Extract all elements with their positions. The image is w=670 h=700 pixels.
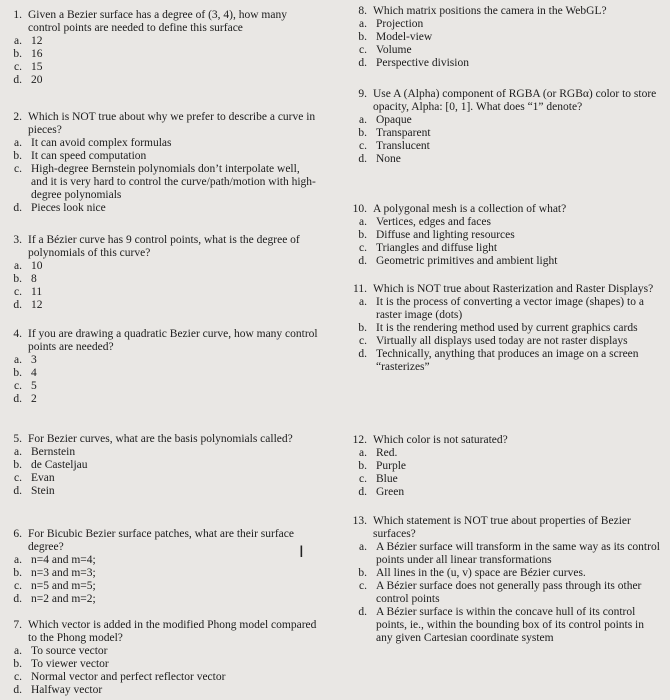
question-number: 8. bbox=[358, 5, 367, 17]
answer-option bbox=[0, 74, 318, 87]
option-letter: b. bbox=[358, 127, 367, 139]
option-letter: c. bbox=[14, 580, 22, 592]
question-7 bbox=[0, 619, 318, 697]
option-text: n=5 and m=5; bbox=[31, 580, 96, 592]
option-letter: b. bbox=[358, 322, 367, 334]
question-stem bbox=[0, 433, 293, 446]
answer-option bbox=[345, 229, 566, 242]
option-letter: a. bbox=[14, 260, 22, 272]
answer-option bbox=[0, 260, 318, 273]
answer-option bbox=[0, 150, 318, 163]
answer-option bbox=[345, 473, 508, 486]
option-letter: b. bbox=[13, 658, 22, 670]
option-text: To source vector bbox=[31, 645, 108, 657]
question-text: For Bezier curves, what are the basis polynomials called? bbox=[28, 433, 293, 445]
option-letter: b. bbox=[13, 367, 22, 379]
option-text: To viewer vector bbox=[31, 658, 109, 670]
answer-option bbox=[0, 554, 318, 567]
option-text: 8 bbox=[31, 273, 37, 285]
option-letter: b. bbox=[358, 31, 367, 43]
option-text: None bbox=[376, 153, 401, 165]
option-text: Perspective division bbox=[376, 57, 469, 69]
option-text: Virtually all displays used today are not raster displays bbox=[376, 335, 628, 347]
option-letter: c. bbox=[14, 286, 22, 298]
option-letter: c. bbox=[14, 61, 22, 73]
answer-option bbox=[0, 163, 318, 202]
answer-option bbox=[345, 335, 663, 348]
question-text: For Bicubic Bezier surface patches, what are their surface degree? bbox=[28, 528, 294, 553]
option-text: Evan bbox=[31, 472, 55, 484]
option-letter: c. bbox=[359, 473, 367, 485]
answer-option bbox=[0, 567, 318, 580]
answer-option bbox=[0, 61, 318, 74]
option-letter: a. bbox=[14, 554, 22, 566]
option-letter: d. bbox=[358, 255, 367, 267]
answer-option bbox=[345, 447, 508, 460]
option-text: Green bbox=[376, 486, 405, 498]
option-letter: b. bbox=[13, 567, 22, 579]
question-number: 12. bbox=[352, 434, 367, 446]
option-text: It can speed computation bbox=[31, 150, 147, 162]
answer-option bbox=[345, 541, 663, 567]
option-text: High-degree Bernstein polynomials don’t interpolate well, and it is very hard to control the curve/path/motion with high-degree polynomials bbox=[31, 163, 316, 201]
question-text: A polygonal mesh is a collection of what? bbox=[373, 203, 567, 215]
option-text: Halfway vector bbox=[31, 684, 103, 696]
question-number: 7. bbox=[13, 619, 22, 631]
option-text: Projection bbox=[376, 18, 424, 30]
question-12 bbox=[345, 434, 508, 499]
answer-option bbox=[345, 153, 663, 166]
question-stem bbox=[345, 5, 607, 18]
option-text: 10 bbox=[31, 260, 43, 272]
question-11 bbox=[345, 283, 663, 374]
option-text: 4 bbox=[31, 367, 37, 379]
answer-option bbox=[345, 18, 607, 31]
option-letter: c. bbox=[14, 671, 22, 683]
answer-option bbox=[0, 286, 318, 299]
option-letter: d. bbox=[13, 74, 22, 86]
question-10 bbox=[345, 203, 566, 268]
option-letter: a. bbox=[359, 114, 367, 126]
option-text: Translucent bbox=[376, 140, 430, 152]
option-letter: c. bbox=[14, 380, 22, 392]
question-stem bbox=[345, 283, 663, 296]
option-text: Geometric primitives and ambient light bbox=[376, 255, 558, 267]
answer-option bbox=[0, 645, 318, 658]
option-text: Vertices, edges and faces bbox=[376, 216, 491, 228]
answer-option bbox=[0, 367, 318, 380]
option-text: Red. bbox=[376, 447, 398, 459]
answer-option bbox=[0, 273, 318, 286]
option-text: n=2 and m=2; bbox=[31, 593, 96, 605]
option-text: Triangles and diffuse light bbox=[376, 242, 498, 254]
answer-option bbox=[0, 658, 318, 671]
question-1 bbox=[0, 9, 318, 87]
option-text: 2 bbox=[31, 393, 37, 405]
option-letter: a. bbox=[14, 354, 22, 366]
question-3 bbox=[0, 234, 318, 312]
option-letter: c. bbox=[359, 335, 367, 347]
option-text: Normal vector and perfect reflector vector bbox=[31, 671, 226, 683]
option-letter: a. bbox=[359, 18, 367, 30]
answer-option bbox=[0, 472, 293, 485]
option-letter: d. bbox=[13, 393, 22, 405]
option-letter: d. bbox=[13, 485, 22, 497]
answer-option bbox=[345, 216, 566, 229]
option-letter: d. bbox=[358, 486, 367, 498]
option-text: It can avoid complex formulas bbox=[31, 137, 172, 149]
option-text: 20 bbox=[31, 74, 43, 86]
option-text: 12 bbox=[31, 35, 43, 47]
question-text: Which is NOT true about Rasterization and Raster Displays? bbox=[373, 283, 654, 295]
option-letter: b. bbox=[13, 150, 22, 162]
option-text: A Bézier surface does not generally pass through its other control points bbox=[376, 580, 642, 605]
question-8 bbox=[345, 5, 607, 70]
question-text: Which statement is NOT true about properties of Bezier surfaces? bbox=[373, 515, 631, 540]
option-text: A Bézier surface will transform in the same way as its control points under all linear transformations bbox=[376, 541, 660, 566]
answer-option bbox=[0, 593, 318, 606]
option-letter: d. bbox=[358, 57, 367, 69]
question-number: 10. bbox=[352, 203, 367, 215]
option-letter: b. bbox=[358, 460, 367, 472]
option-text: Blue bbox=[376, 473, 398, 485]
option-letter: c. bbox=[14, 163, 22, 175]
answer-option bbox=[0, 459, 293, 472]
question-number: 2. bbox=[13, 111, 22, 123]
answer-option bbox=[345, 255, 566, 268]
option-text: 16 bbox=[31, 48, 43, 60]
question-13 bbox=[345, 515, 663, 645]
answer-option bbox=[0, 354, 318, 367]
option-text: Transparent bbox=[376, 127, 431, 139]
option-text: 12 bbox=[31, 299, 43, 311]
option-text: Model-view bbox=[376, 31, 433, 43]
question-5 bbox=[0, 433, 293, 498]
option-text: It is the rendering method used by current graphics cards bbox=[376, 322, 638, 334]
option-letter: a. bbox=[359, 216, 367, 228]
question-text: Which color is not saturated? bbox=[373, 434, 508, 446]
answer-option bbox=[345, 606, 663, 645]
option-letter: a. bbox=[14, 35, 22, 47]
question-text: Which is NOT true about why we prefer to describe a curve in pieces? bbox=[28, 111, 316, 136]
option-text: Pieces look nice bbox=[31, 202, 106, 214]
question-text: Given a Bezier surface has a degree of (3, 4), how many control points are needed to define this surface bbox=[28, 9, 287, 34]
answer-option bbox=[0, 393, 318, 406]
question-stem bbox=[0, 9, 318, 35]
answer-option bbox=[0, 671, 318, 684]
question-number: 1. bbox=[13, 9, 22, 21]
question-text: If you are drawing a quadratic Bezier curve, how many control points are needed? bbox=[28, 328, 318, 353]
option-text: Technically, anything that produces an image on a screen “rasterizes” bbox=[376, 348, 639, 373]
question-stem bbox=[0, 528, 318, 554]
answer-option bbox=[345, 348, 663, 374]
answer-option bbox=[345, 114, 663, 127]
option-letter: c. bbox=[359, 140, 367, 152]
answer-option bbox=[345, 31, 607, 44]
option-letter: d. bbox=[358, 153, 367, 165]
answer-option bbox=[345, 57, 607, 70]
answer-option bbox=[0, 299, 318, 312]
question-number: 9. bbox=[358, 88, 367, 100]
option-text: n=3 and m=3; bbox=[31, 567, 96, 579]
question-2 bbox=[0, 111, 318, 215]
question-stem bbox=[345, 203, 566, 216]
question-number: 3. bbox=[13, 234, 22, 246]
option-text: All lines in the (u, v) space are Bézier curves. bbox=[376, 567, 586, 579]
question-stem bbox=[0, 328, 318, 354]
question-number: 5. bbox=[13, 433, 22, 445]
answer-option bbox=[0, 35, 318, 48]
option-letter: d. bbox=[13, 299, 22, 311]
answer-option bbox=[0, 446, 293, 459]
question-text: If a Bézier curve has 9 control points, what is the degree of polynomials of this curve? bbox=[28, 234, 300, 259]
answer-option bbox=[0, 684, 318, 697]
question-stem bbox=[345, 88, 663, 114]
option-text: A Bézier surface is within the concave hull of its control points, ie., within the bounding box of its control points in any given Cartesian coordinate system bbox=[376, 606, 645, 644]
question-9 bbox=[345, 88, 663, 166]
option-text: Purple bbox=[376, 460, 407, 472]
option-letter: d. bbox=[13, 593, 22, 605]
option-text: Stein bbox=[31, 485, 55, 497]
question-number: 13. bbox=[352, 515, 367, 527]
option-letter: a. bbox=[14, 446, 22, 458]
question-stem bbox=[0, 234, 318, 260]
question-number: 4. bbox=[13, 328, 22, 340]
option-letter: b. bbox=[358, 567, 367, 579]
option-letter: b. bbox=[13, 48, 22, 60]
answer-option bbox=[345, 486, 508, 499]
option-letter: b. bbox=[358, 229, 367, 241]
option-letter: a. bbox=[359, 541, 367, 553]
option-text: de Casteljau bbox=[31, 459, 88, 471]
answer-option bbox=[345, 44, 607, 57]
answer-option bbox=[0, 580, 318, 593]
option-text: Opaque bbox=[376, 114, 412, 126]
question-number: 6. bbox=[13, 528, 22, 540]
answer-option bbox=[0, 380, 318, 393]
answer-option bbox=[0, 137, 318, 150]
option-letter: a. bbox=[359, 296, 367, 308]
option-letter: a. bbox=[14, 137, 22, 149]
text-cursor-icon: I bbox=[299, 542, 304, 561]
answer-option bbox=[0, 48, 318, 61]
option-letter: c. bbox=[14, 472, 22, 484]
option-text: n=4 and m=4; bbox=[31, 554, 96, 566]
question-text: Use A (Alpha) component of RGBA (or RGBα) color to store opacity, Alpha: [0, 1]. What does “1” denote? bbox=[373, 88, 657, 113]
answer-option bbox=[345, 296, 663, 322]
option-text: Bernstein bbox=[31, 446, 76, 458]
question-text: Which vector is added in the modified Phong model compared to the Phong model? bbox=[28, 619, 317, 644]
question-stem bbox=[0, 111, 318, 137]
option-text: Volume bbox=[376, 44, 412, 56]
option-letter: c. bbox=[359, 242, 367, 254]
option-letter: d. bbox=[13, 202, 22, 214]
question-4 bbox=[0, 328, 318, 406]
option-letter: a. bbox=[14, 645, 22, 657]
answer-option bbox=[345, 140, 663, 153]
option-text: 5 bbox=[31, 380, 37, 392]
answer-option bbox=[345, 460, 508, 473]
answer-option bbox=[0, 202, 318, 215]
answer-option bbox=[345, 567, 663, 580]
question-number: 11. bbox=[353, 283, 367, 295]
option-text: 3 bbox=[31, 354, 37, 366]
question-stem bbox=[0, 619, 318, 645]
option-letter: d. bbox=[13, 684, 22, 696]
option-letter: a. bbox=[359, 447, 367, 459]
question-text: Which matrix positions the camera in the WebGL? bbox=[373, 5, 607, 17]
question-stem bbox=[345, 434, 508, 447]
question-6 bbox=[0, 528, 318, 606]
option-text: It is the process of converting a vector image (shapes) to a raster image (dots) bbox=[376, 296, 644, 321]
option-letter: d. bbox=[358, 606, 367, 618]
answer-option bbox=[345, 322, 663, 335]
option-letter: b. bbox=[13, 273, 22, 285]
option-text: 11 bbox=[31, 286, 43, 298]
option-letter: b. bbox=[13, 459, 22, 471]
answer-option bbox=[345, 242, 566, 255]
question-stem bbox=[345, 515, 663, 541]
option-letter: c. bbox=[359, 580, 367, 592]
option-letter: c. bbox=[359, 44, 367, 56]
answer-option bbox=[345, 580, 663, 606]
option-letter: d. bbox=[358, 348, 367, 360]
option-text: 15 bbox=[31, 61, 43, 73]
option-text: Diffuse and lighting resources bbox=[376, 229, 515, 241]
answer-option bbox=[345, 127, 663, 140]
answer-option bbox=[0, 485, 293, 498]
